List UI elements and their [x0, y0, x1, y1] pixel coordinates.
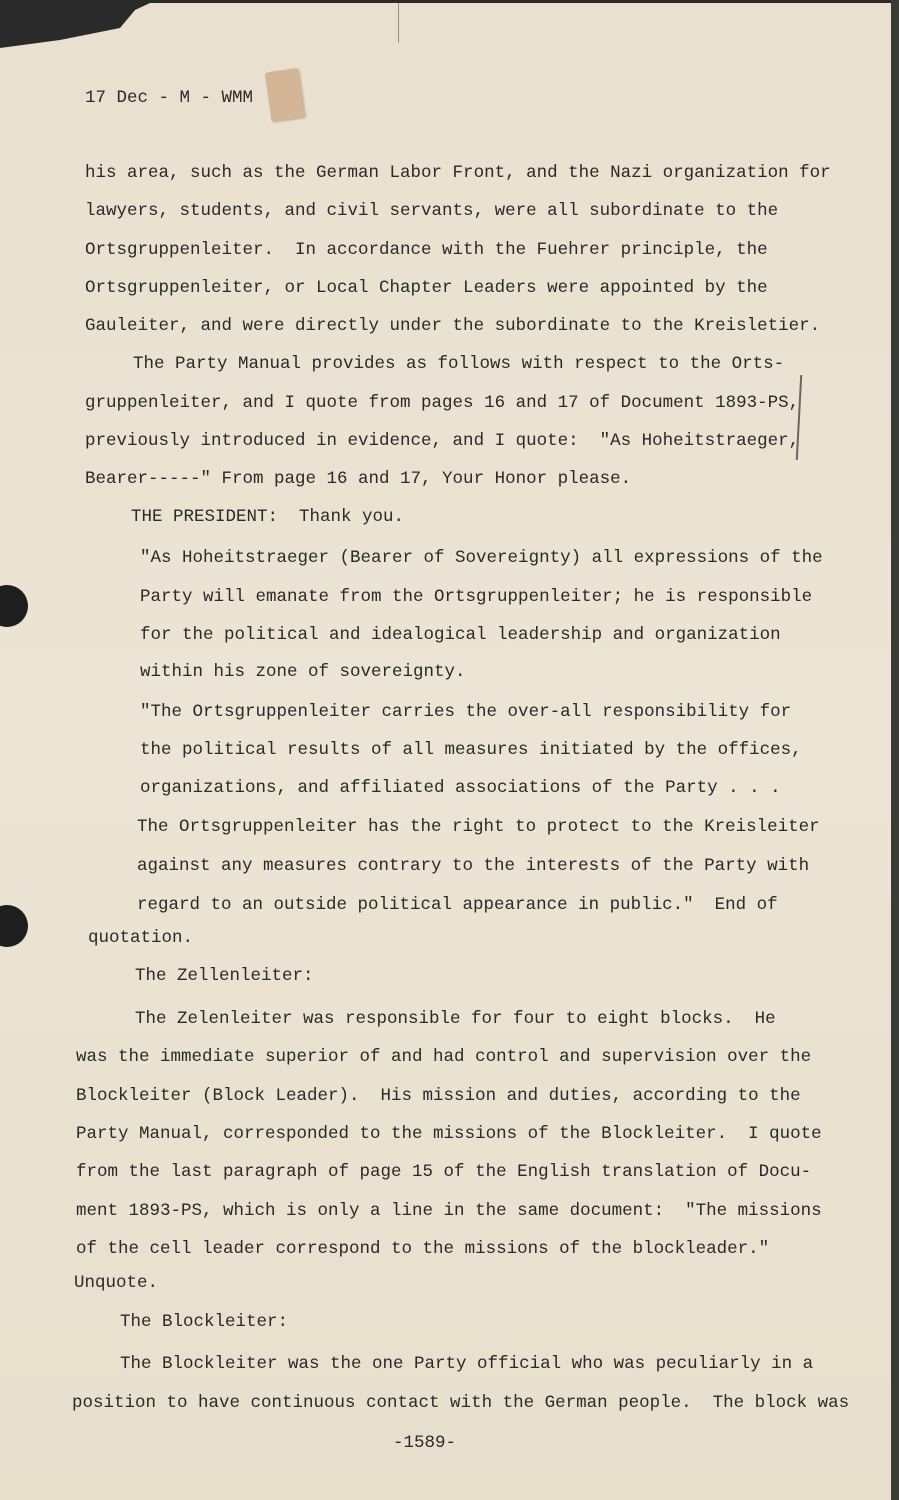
text-line: Ortsgruppenleiter, or Local Chapter Leaders were appointed by the	[85, 278, 768, 298]
text-line: Unquote.	[74, 1273, 159, 1293]
page-header: 17 Dec - M - WMM	[85, 88, 254, 108]
text-line: The Blockleiter:	[120, 1312, 289, 1332]
text-line: The Zellenleiter:	[135, 966, 314, 986]
text-line: previously introduced in evidence, and I quote: "As Hoheitstraeger,	[85, 431, 800, 451]
text-line: Party will emanate from the Ortsgruppenleiter; he is responsible	[140, 587, 813, 607]
text-line: against any measures contrary to the interests of the Party with	[137, 856, 810, 876]
text-line: ment 1893-PS, which is only a line in the same document: "The missions	[76, 1201, 822, 1221]
page-number: -1589-	[393, 1433, 457, 1453]
text-line: THE PRESIDENT: Thank you.	[131, 507, 405, 527]
text-line: regard to an outside political appearance in public." End of	[137, 895, 778, 915]
text-line: gruppenleiter, and I quote from pages 16 and 17 of Document 1893-PS,	[85, 393, 800, 413]
text-line: Blockleiter (Block Leader). His mission and duties, according to the	[76, 1086, 801, 1106]
text-line: Bearer-----" From page 16 and 17, Your Honor please.	[85, 469, 632, 489]
text-line: The Blockleiter was the one Party official who was peculiarly in a	[120, 1354, 814, 1374]
text-line: organizations, and affiliated associations of the Party . . .	[140, 778, 781, 798]
text-line: lawyers, students, and civil servants, were all subordinate to the	[85, 201, 779, 221]
page-edge	[891, 0, 899, 1500]
text-line: the political results of all measures initiated by the offices,	[140, 740, 802, 760]
text-line: "The Ortsgruppenleiter carries the over-all responsibility for	[140, 702, 792, 722]
text-line: Ortsgruppenleiter. In accordance with the Fuehrer principle, the	[85, 240, 768, 260]
fold-mark	[398, 3, 399, 43]
tape-piece	[265, 68, 306, 122]
text-line: within his zone of sovereignty.	[140, 662, 466, 682]
text-line: "As Hoheitstraeger (Bearer of Sovereignty) all expressions of the	[140, 548, 823, 568]
text-line: quotation.	[88, 928, 194, 948]
text-line: Party Manual, corresponded to the missions of the Blockleiter. I quote	[76, 1124, 822, 1144]
text-line: Gauleiter, and were directly under the subordinate to the Kreisletier.	[85, 316, 821, 336]
text-line: for the political and idealogical leadership and organization	[140, 625, 781, 645]
text-line: of the cell leader correspond to the missions of the blockleader."	[76, 1239, 770, 1259]
text-line: The Party Manual provides as follows with respect to the Orts-	[133, 354, 785, 374]
text-line: The Ortsgruppenleiter has the right to protect to the Kreisleiter	[137, 817, 820, 837]
text-line: from the last paragraph of page 15 of the English translation of Docu-	[76, 1162, 812, 1182]
text-line: his area, such as the German Labor Front, and the Nazi organization for	[85, 163, 831, 183]
text-line: was the immediate superior of and had control and supervision over the	[76, 1047, 812, 1067]
text-line: The Zelenleiter was responsible for four to eight blocks. He	[135, 1009, 776, 1029]
text-line: position to have continuous contact with the German people. The block was	[72, 1393, 850, 1413]
